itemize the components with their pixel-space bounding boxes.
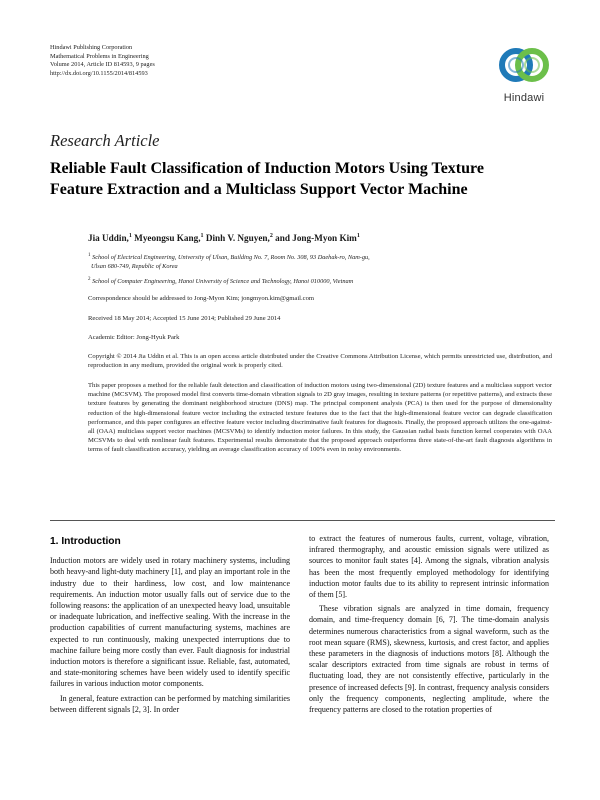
- author-name: Jia Uddin,: [88, 233, 129, 244]
- body-column-right: [309, 533, 549, 715]
- copyright-notice: Copyright © 2014 Jia Uddin et al. This is an open access article distributed under the Creative Commons Attribution License, which permits unrestricted use, distribution, and reproduction in any medium, provided the original work is properly cited.: [88, 353, 552, 370]
- publisher-name: Hindawi Publishing Corporation: [50, 44, 133, 51]
- affil-text: School of Electrical Engineering, University of Ulsan, Building No. 7, Room No. 308, 93 Daehak-ro, Nam-gu,: [92, 254, 370, 262]
- title-line: Feature Extraction and a Multiclass Support Vector Machine: [50, 181, 468, 198]
- logo-wordmark: Hindawi: [503, 92, 545, 104]
- doi-link[interactable]: http://dx.doi.org/10.1155/2014/814593: [50, 69, 148, 77]
- hindawi-logo-icon: [494, 42, 554, 90]
- hindawi-logo[interactable]: [494, 42, 554, 108]
- journal-name: Mathematical Problems in Engineering: [50, 52, 149, 60]
- author-affil-mark: 1: [200, 233, 204, 239]
- author-affil-mark: 2: [269, 233, 273, 239]
- article-type: Research Article: [50, 131, 160, 150]
- author-name: Dinh V. Nguyen,: [205, 233, 270, 244]
- body-paragraph: to extract the features of numerous faults, current, voltage, vibration, infrared thermography, and acoustic emission signals were utilized as sources to monitor fault states [4]. Among the signals, vibration analysis has been the most frequently employed methodology for identifying induction motor faults due to its ability to represent intrinsic information of them [5].: [309, 534, 549, 600]
- title-line: Reliable Fault Classification of Induction Motors Using Texture: [50, 160, 484, 177]
- affil-text-cont: Ulsan 680-749, Republic of Korea: [91, 262, 178, 270]
- section-heading: 1. Introduction: [50, 536, 121, 547]
- publication-dates: Received 18 May 2014; Accepted 15 June 2014; Published 29 June 2014: [88, 315, 281, 322]
- volume-info: Volume 2014, Article ID 814593, 9 pages: [50, 61, 155, 69]
- affiliation-2: [88, 276, 353, 287]
- article-title: [50, 158, 560, 200]
- author-list: [88, 233, 360, 243]
- academic-editor: Academic Editor: Jong-Hyuk Park: [88, 334, 180, 341]
- body-paragraph: Induction motors are widely used in rotary machinery systems, including both heavy-and light-duty machinery [1], and play an important role in the industry due to their hardiness, low cost, and low maintenance requirements. An induction motor usually falls out of service due to the following reasons: the application of an unexpected heavy load, unsuitable or inadequate lubrication, and ineffective sealing. With the increase in the production capabilities of current manufacturing systems, machines are expected to run continuously, making unexpected interruptions due to machine failure being more costly than ever. Fault diagnosis for industrial induction motors is therefore a significant issue. Reliable, fast, automated, and state-monitoring schemes have been widely used to identify specific failures in various induction motor components.: [50, 556, 290, 689]
- body-paragraph: In general, feature extraction can be performed by matching similarities between different signals [2, 3]. In order: [50, 693, 290, 714]
- affiliation-1: [88, 252, 370, 271]
- affil-mark: 1: [88, 253, 91, 258]
- abstract: This paper proposes a method for the reliable fault detection and classification of induction motors using two-dimensional (2D) texture features and a multiclass support vector machine (MCSVM). The proposed model first converts time-domain vibration signals to 2D gray images, resulting in texture patterns (or repetitive patterns), and extracts these texture features by generating the dominant neighborhood structure (DNS) map. The principal component analysis (PCA) is then used for the purpose of dimensionality reduction of the high-dimensional feature vector including the extracted texture features due to the fact that the high-dimensional feature vector can degrade classification performance, and this paper configures an effective feature vector including discriminative fault features for diagnosis. Finally, the proposed approach utilizes the one-against-all (OAA) multiclass support vector machines (MCSVMs) to identify induction motor failures. In this study, the Gaussian radial basis function kernel cooperates with OAA MCSVMs to deal with nonlinear fault features. Experimental results demonstrate that the proposed approach outperforms three state-of-the-art fault diagnosis algorithms in terms of fault classification accuracy, yielding an average classification accuracy of 100% even in noisy environments.: [88, 382, 552, 454]
- author-affil-mark: 1: [356, 233, 360, 239]
- publication-info: [50, 44, 155, 78]
- affil-text: School of Computer Engineering, Hanoi University of Science and Technology, Hanoi 010000, Vietnam: [92, 278, 354, 286]
- author-affil-mark: 1: [128, 233, 132, 239]
- section-divider: [50, 520, 555, 521]
- body-column-left: [50, 533, 290, 715]
- author-name: and Jong-Myon Kim: [275, 233, 357, 244]
- correspondence: Correspondence should be addressed to Jong-Myon Kim; jongmyon.kim@gmail.com: [88, 295, 315, 302]
- author-name: Myeongsu Kang,: [134, 233, 201, 244]
- affil-mark: 2: [88, 277, 91, 282]
- body-paragraph: These vibration signals are analyzed in time domain, frequency domain, and time-frequency domain [6, 7]. The time-domain analysis determines numerous characteristics from a signal waveform, such as the root mean square (RMS), skewness, kurtosis, and crest factor, and applies these parameters in the diagnosis of inductions motors [8]. Although the scalar descriptors extracted from time signals are robust in terms of fluctuating load, they are not consistently effective, particularly in the presence of increased defects [9]. In contrast, frequency analysis considers only the frequency components, neglecting amplitude, where the frequency patterns are closed to the rotation properties of: [309, 604, 549, 715]
